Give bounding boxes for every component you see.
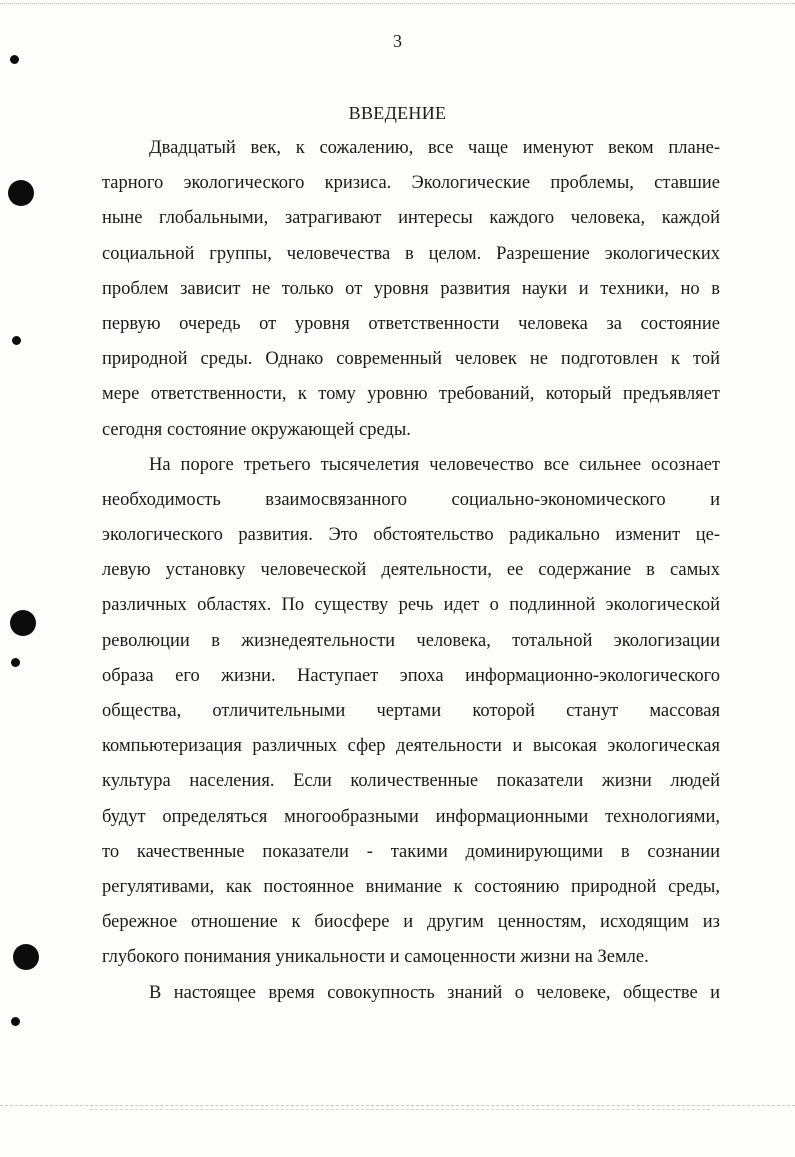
text-line: культура населения. Если количественные показатели жизни людей bbox=[102, 771, 720, 792]
text-line: социальной группы, человечества в целом. Разрешение экологических bbox=[102, 243, 720, 264]
text-line: тарного экологического кризиса. Экологические проблемы, ставшие bbox=[102, 173, 720, 194]
text-line: На пороге третьего тысячелетия человечество все сильнее осознает bbox=[149, 454, 720, 475]
bottom-edge-line bbox=[0, 1105, 795, 1106]
text-line: левую установку человеческой деятельности, ее содержание в самых bbox=[102, 560, 720, 581]
text-line: ныне глобальными, затрагивают интересы каждого человека, каждой bbox=[102, 208, 720, 229]
text-line: экологического развития. Это обстоятельство радикально изменит це- bbox=[102, 525, 720, 546]
text-line: мере ответственности, к тому уровню требований, который предъявляет bbox=[102, 384, 720, 405]
text-line: компьютеризация различных сфер деятельности и высокая экологическая bbox=[102, 736, 720, 757]
paragraph bbox=[102, 448, 720, 976]
binder-hole-mark bbox=[11, 1017, 20, 1026]
text-line: проблем зависит не только от уровня развития науки и техники, но в bbox=[102, 278, 720, 299]
text-line: то качественные показатели - такими доминирующими в сознании bbox=[102, 841, 720, 862]
text-line: регулятивами, как постоянное внимание к состоянию природной среды, bbox=[102, 876, 720, 897]
text-line: различных областях. По существу речь идет о подлинной экологической bbox=[102, 595, 720, 616]
text-line: глубокого понимания уникальности и самоценности жизни на Земле. bbox=[102, 947, 649, 968]
text-line: сегодня состояние окружающей среды. bbox=[102, 419, 411, 440]
text-line: общества, отличительными чертами которой станут массовая bbox=[102, 701, 720, 721]
text-line: бережное отношение к биосфере и другим ценностям, исходящим из bbox=[102, 912, 720, 933]
text-line: В настоящее время совокупность знаний о человеке, обществе и bbox=[149, 982, 720, 1003]
section-heading: ВВЕДЕНИЕ bbox=[348, 103, 447, 123]
text-line: Двадцатый век, к сожалению, все чаще именуют веком плане- bbox=[149, 138, 720, 158]
paragraph bbox=[102, 976, 720, 1011]
page-number: 3 bbox=[393, 31, 402, 51]
text-line: образа его жизни. Наступает эпоха информационно-экологического bbox=[102, 665, 720, 686]
paragraph bbox=[102, 131, 720, 448]
binder-hole bbox=[13, 944, 39, 970]
text-line: первую очередь от уровня ответственности человека за состояние bbox=[102, 313, 720, 334]
top-edge-line bbox=[0, 3, 795, 4]
binder-hole-mark bbox=[12, 336, 21, 345]
text-line: необходимость взаимосвязанного социально-экономического и bbox=[102, 489, 720, 510]
body-text bbox=[102, 131, 720, 1011]
text-line: будут определяться многообразными информационными технологиями, bbox=[102, 806, 720, 827]
binder-hole bbox=[8, 180, 34, 206]
binder-hole-mark bbox=[10, 55, 19, 64]
text-line: революции в жизнедеятельности человека, тотальной экологизации bbox=[102, 630, 720, 651]
binder-hole bbox=[10, 610, 36, 636]
text-line: природной среды. Однако современный человек не подготовлен к той bbox=[102, 349, 720, 370]
binder-hole-mark bbox=[11, 658, 20, 667]
bottom-edge-line-secondary bbox=[90, 1109, 710, 1110]
